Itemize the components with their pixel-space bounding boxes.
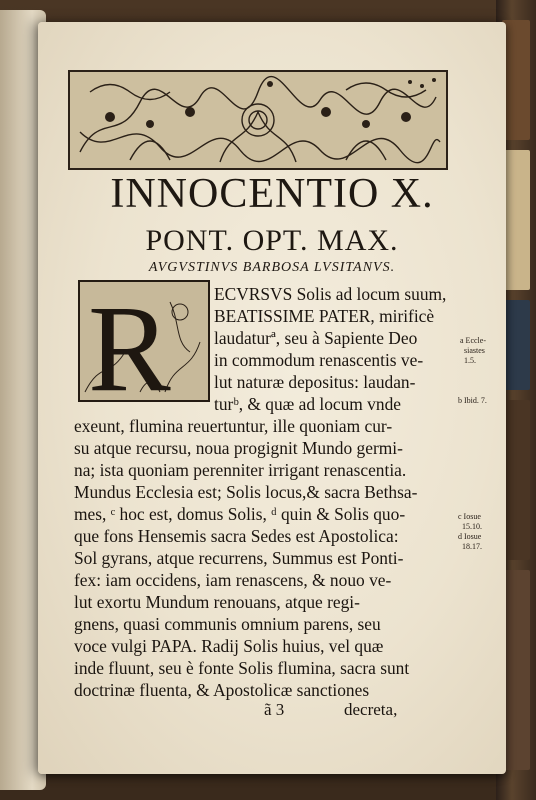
text-line: turᵇ, & quæ ad locum vnde: [214, 394, 401, 414]
text-line: BEATISSIME PATER, mirificè: [214, 306, 435, 326]
initial-engraving: [80, 282, 208, 400]
margin-note: a Eccle-: [460, 336, 486, 345]
catchword: decreta,: [344, 700, 398, 719]
dedication-subtitle: PONT. OPT. MAX.: [145, 224, 399, 257]
headpiece-engraving: [70, 72, 446, 168]
text-line: voce vulgi PAPA. Radij Solis huius, vel quæ: [74, 636, 384, 656]
margin-note: 18.17.: [462, 542, 482, 551]
margin-note: c Iosue: [458, 512, 481, 521]
text-line: su atque recursu, noua progignit Mundo germi-: [74, 438, 403, 458]
ornamental-headpiece: [68, 70, 448, 170]
signature-mark: ã 3: [264, 700, 285, 719]
text-line: na; ista quoniam perenniter irrigant renascentia.: [74, 460, 407, 480]
text-line: doctrinæ fluenta, & Apostolicæ sanctiones: [74, 680, 370, 700]
text-line: lut exortu Mundum renouans, atque regi-: [74, 592, 360, 612]
text-line: fex: iam occidens, iam renascens, & nouo ve-: [74, 570, 392, 590]
book-page: [38, 22, 506, 774]
text-line: que fons Hensemis sacra Sedes est Apostolica:: [74, 526, 399, 546]
dedication-title: INNOCENTIO X.: [110, 171, 434, 217]
text-line: Mundus Ecclesia est; Solis locus,& sacra Bethsa-: [74, 482, 418, 502]
text-line: inde fluunt, seu è fonte Solis flumina, sacra sunt: [74, 658, 410, 678]
text-line: gnens, quasi communis omnium parens, seu: [74, 614, 381, 634]
text-line: Sol gyrans, atque recurrens, Summus est Ponti-: [74, 548, 404, 568]
author-line: AVGVSTINVS BARBOSA LVSITANVS.: [148, 260, 396, 275]
margin-note: 1.5.: [464, 356, 476, 365]
text-line: mes, ᶜ hoc est, domus Solis, ᵈ quin & Solis quo-: [74, 504, 406, 524]
text-line: exeunt, flumina reuertuntur, ille quoniam cur-: [74, 416, 393, 436]
margin-note: siastes: [464, 346, 485, 355]
margin-note: 15.10.: [462, 522, 482, 531]
text-line: ECVRSVS Solis ad locum suum,: [214, 284, 447, 304]
dropcap-letter: R: [88, 282, 171, 400]
margin-note: d Iosue: [458, 532, 482, 541]
text-line: lut naturæ depositus: laudan-: [214, 372, 416, 392]
decorated-initial: [78, 280, 210, 402]
text-line: in commodum renascentis ve-: [214, 350, 424, 370]
margin-note: b Ibid. 7.: [458, 396, 487, 405]
text-line: laudaturª, seu à Sapiente Deo: [214, 328, 418, 348]
